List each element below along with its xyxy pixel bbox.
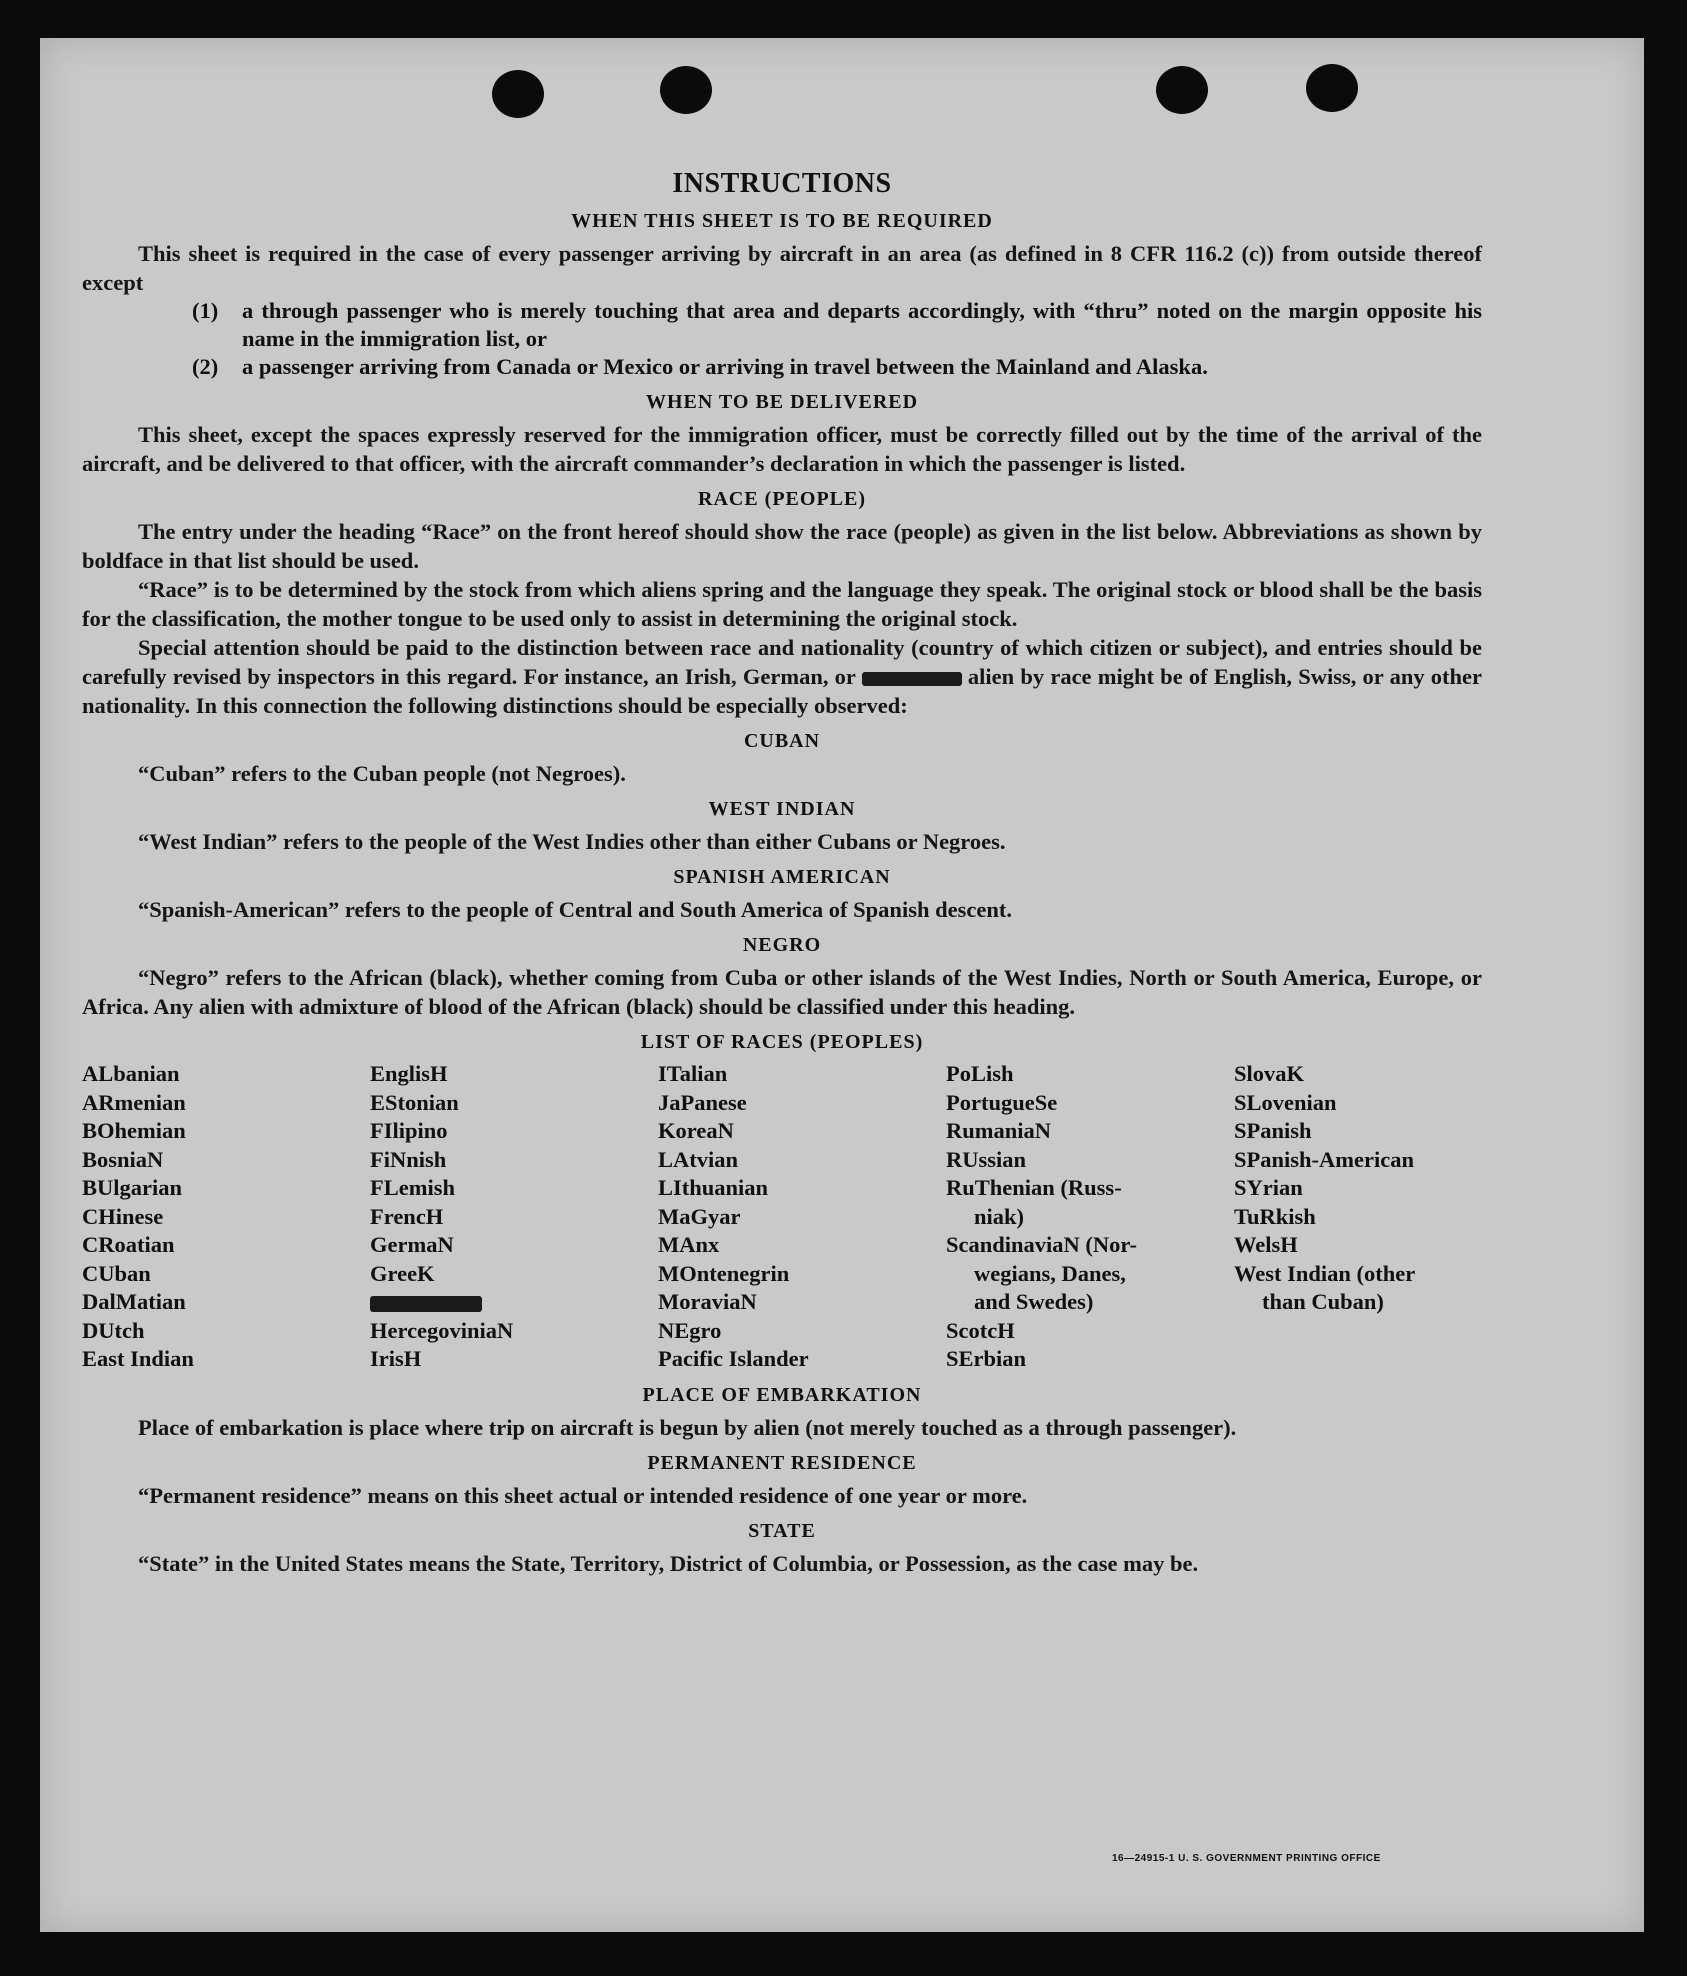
race-entry: SYrian <box>1234 1175 1303 1200</box>
paragraph: “Spanish-American” refers to the people of Central and South America of Spanish descent. <box>138 897 1012 922</box>
race-entry: CRoatian <box>82 1232 175 1257</box>
race-entry: FrencH <box>370 1203 444 1229</box>
race-entry: FiNnish <box>370 1146 447 1172</box>
race-column <box>82 1060 370 1374</box>
document-page <box>40 38 1644 1932</box>
section-heading: WHEN TO BE DELIVERED <box>645 391 919 413</box>
section-heading: WHEN THIS SHEET IS TO BE REQUIRED <box>571 210 993 232</box>
race-entry: Pacific Islander <box>658 1346 809 1371</box>
instructions-content <box>82 168 1482 1578</box>
race-entry: ARmenian <box>82 1089 186 1115</box>
race-entry: ScandinaviaN (Nor- <box>946 1232 1138 1257</box>
race-entry: TuRkish <box>1234 1203 1316 1229</box>
paragraph: The entry under the heading “Race” on the front hereof should show the race (people) as given in the list below. Abbreviations as shown by boldface in that list should be used. <box>82 519 1482 573</box>
race-entry: BosniaN <box>82 1146 164 1172</box>
race-entry: BOhemian <box>82 1118 186 1143</box>
race-entry: MaGyar <box>658 1203 741 1229</box>
paragraph: “Race” is to be determined by the stock from which aliens spring and the language they speak. The original stock or blood shall be the basis for the classification, the mother tongue to be used only to assist in determining the original stock. <box>82 577 1482 631</box>
race-entry: PoLish <box>946 1061 1014 1086</box>
race-entry: East Indian <box>82 1346 194 1371</box>
race-column <box>946 1060 1234 1374</box>
race-entry: SLovenian <box>1234 1089 1337 1115</box>
exception-item: (2) a passenger arriving from Canada or Mexico or arriving in travel between the Mainland and Alaska. <box>192 354 1208 379</box>
race-entry: PortugueSe <box>946 1089 1058 1115</box>
race-entry <box>370 1288 658 1317</box>
race-entry: West Indian (other <box>1234 1260 1416 1286</box>
race-entry: and Swedes) <box>974 1289 1094 1314</box>
race-column <box>658 1060 946 1374</box>
section-heading: PERMANENT RESIDENCE <box>647 1451 917 1474</box>
race-column <box>1234 1060 1522 1374</box>
printing-office-code: 16—24915-1 U. S. GOVERNMENT PRINTING OFFICE <box>1112 1853 1381 1864</box>
paragraph: “West Indian” refers to the people of the West Indies other than either Cubans or Negroes. <box>138 829 1006 854</box>
race-entry: IrisH <box>370 1346 422 1371</box>
race-entry: FLemish <box>370 1175 456 1200</box>
punch-hole <box>660 66 712 114</box>
race-entry: DalMatian <box>82 1289 186 1314</box>
race-entry: EStonian <box>370 1089 459 1115</box>
paragraph: “Permanent residence” means on this sheet actual or intended residence of one year or more. <box>138 1482 1028 1508</box>
race-entry: wegians, Danes, <box>974 1260 1126 1286</box>
race-entry: MAnx <box>658 1232 720 1257</box>
section-heading: CUBAN <box>743 730 821 752</box>
race-entry: niak) <box>974 1203 1025 1229</box>
section-heading: RACE (PEOPLE) <box>698 488 866 510</box>
page-title: INSTRUCTIONS <box>672 168 892 199</box>
race-entry: SlovaK <box>1234 1061 1305 1086</box>
race-entry: LAtvian <box>658 1146 739 1172</box>
paragraph: “Negro” refers to the African (black), whether coming from Cuba or other islands of the West Indies, North or South America, Europe, or Africa. Any alien with admixture of blood of the African (black) should be classified under this heading. <box>82 965 1482 1019</box>
race-list <box>82 1060 1482 1374</box>
punch-hole <box>1306 64 1358 112</box>
section-heading: PLACE OF EMBARKATION <box>642 1383 922 1406</box>
race-entry: ALbanian <box>82 1061 180 1086</box>
section-heading: LIST OF RACES (PEOPLES) <box>640 1031 924 1053</box>
race-entry: HercegoviniaN <box>370 1317 514 1343</box>
race-entry: ScotcH <box>946 1317 1015 1343</box>
race-entry: JaPanese <box>658 1089 747 1115</box>
section-heading: NEGRO <box>742 934 822 956</box>
race-entry: GreeK <box>370 1260 435 1286</box>
section-heading: SPANISH AMERICAN <box>673 866 891 888</box>
race-entry: WelsH <box>1234 1232 1298 1257</box>
race-entry: KoreaN <box>658 1118 734 1143</box>
punch-hole <box>1156 66 1208 114</box>
redaction-mark <box>370 1296 482 1312</box>
race-entry: RuThenian (Russ- <box>946 1175 1122 1200</box>
race-entry: ITalian <box>658 1061 728 1086</box>
race-entry: MoraviaN <box>658 1289 757 1314</box>
race-entry: SPanish-American <box>1234 1146 1414 1172</box>
paragraph: Place of embarkation is place where trip on aircraft is begun by alien (not merely touched as a through passenger). <box>138 1414 1237 1440</box>
exception-item: (1) a through passenger who is merely touching that area and departs accordingly, with “thru” noted on the margin opposite his name in the immigration list, or <box>192 298 1482 351</box>
race-entry: CUban <box>82 1260 151 1286</box>
race-entry: FIlipino <box>370 1118 448 1143</box>
paragraph: This sheet, except the spaces expressly reserved for the immigration officer, must be correctly filled out by the time of the arrival of the aircraft, and be delivered to that officer, with the aircraft commander’s declaration in which the passenger is listed. <box>82 422 1482 476</box>
race-entry: BUlgarian <box>82 1175 183 1200</box>
race-column <box>370 1060 658 1374</box>
paragraph: Special attention should be paid to the distinction between race and nationality (country of which citizen or subject), and entries should be carefully revised by inspectors in this regard. For instance, an Irish, German, or alien by race might be of English, Swiss, or any other nationality. In this connection the following distinctions should be especially observed: <box>82 635 1483 718</box>
race-entry: MOntenegrin <box>658 1260 790 1286</box>
redaction-mark <box>862 672 962 686</box>
paragraph: This sheet is required in the case of every passenger arriving by aircraft in an area (as defined in 8 CFR 116.2 (c)) from outside thereof except <box>82 241 1482 295</box>
punch-hole <box>492 70 544 118</box>
race-entry: CHinese <box>82 1203 164 1229</box>
race-entry: DUtch <box>82 1317 145 1343</box>
race-entry: RumaniaN <box>946 1118 1052 1143</box>
paragraph: “State” in the United States means the State, Territory, District of Columbia, or Possession, as the case may be. <box>138 1550 1199 1576</box>
race-entry: EnglisH <box>370 1061 448 1086</box>
race-entry: RUssian <box>946 1146 1027 1172</box>
race-entry: LIthuanian <box>658 1175 769 1200</box>
race-entry: NEgro <box>658 1317 722 1343</box>
section-heading: STATE <box>748 1519 816 1542</box>
race-entry: SPanish <box>1234 1118 1312 1143</box>
race-entry: SErbian <box>946 1346 1027 1371</box>
paragraph: “Cuban” refers to the Cuban people (not Negroes). <box>138 761 626 786</box>
race-entry: GermaN <box>370 1232 454 1257</box>
race-entry: than Cuban) <box>1262 1289 1384 1314</box>
section-heading: WEST INDIAN <box>708 798 856 820</box>
